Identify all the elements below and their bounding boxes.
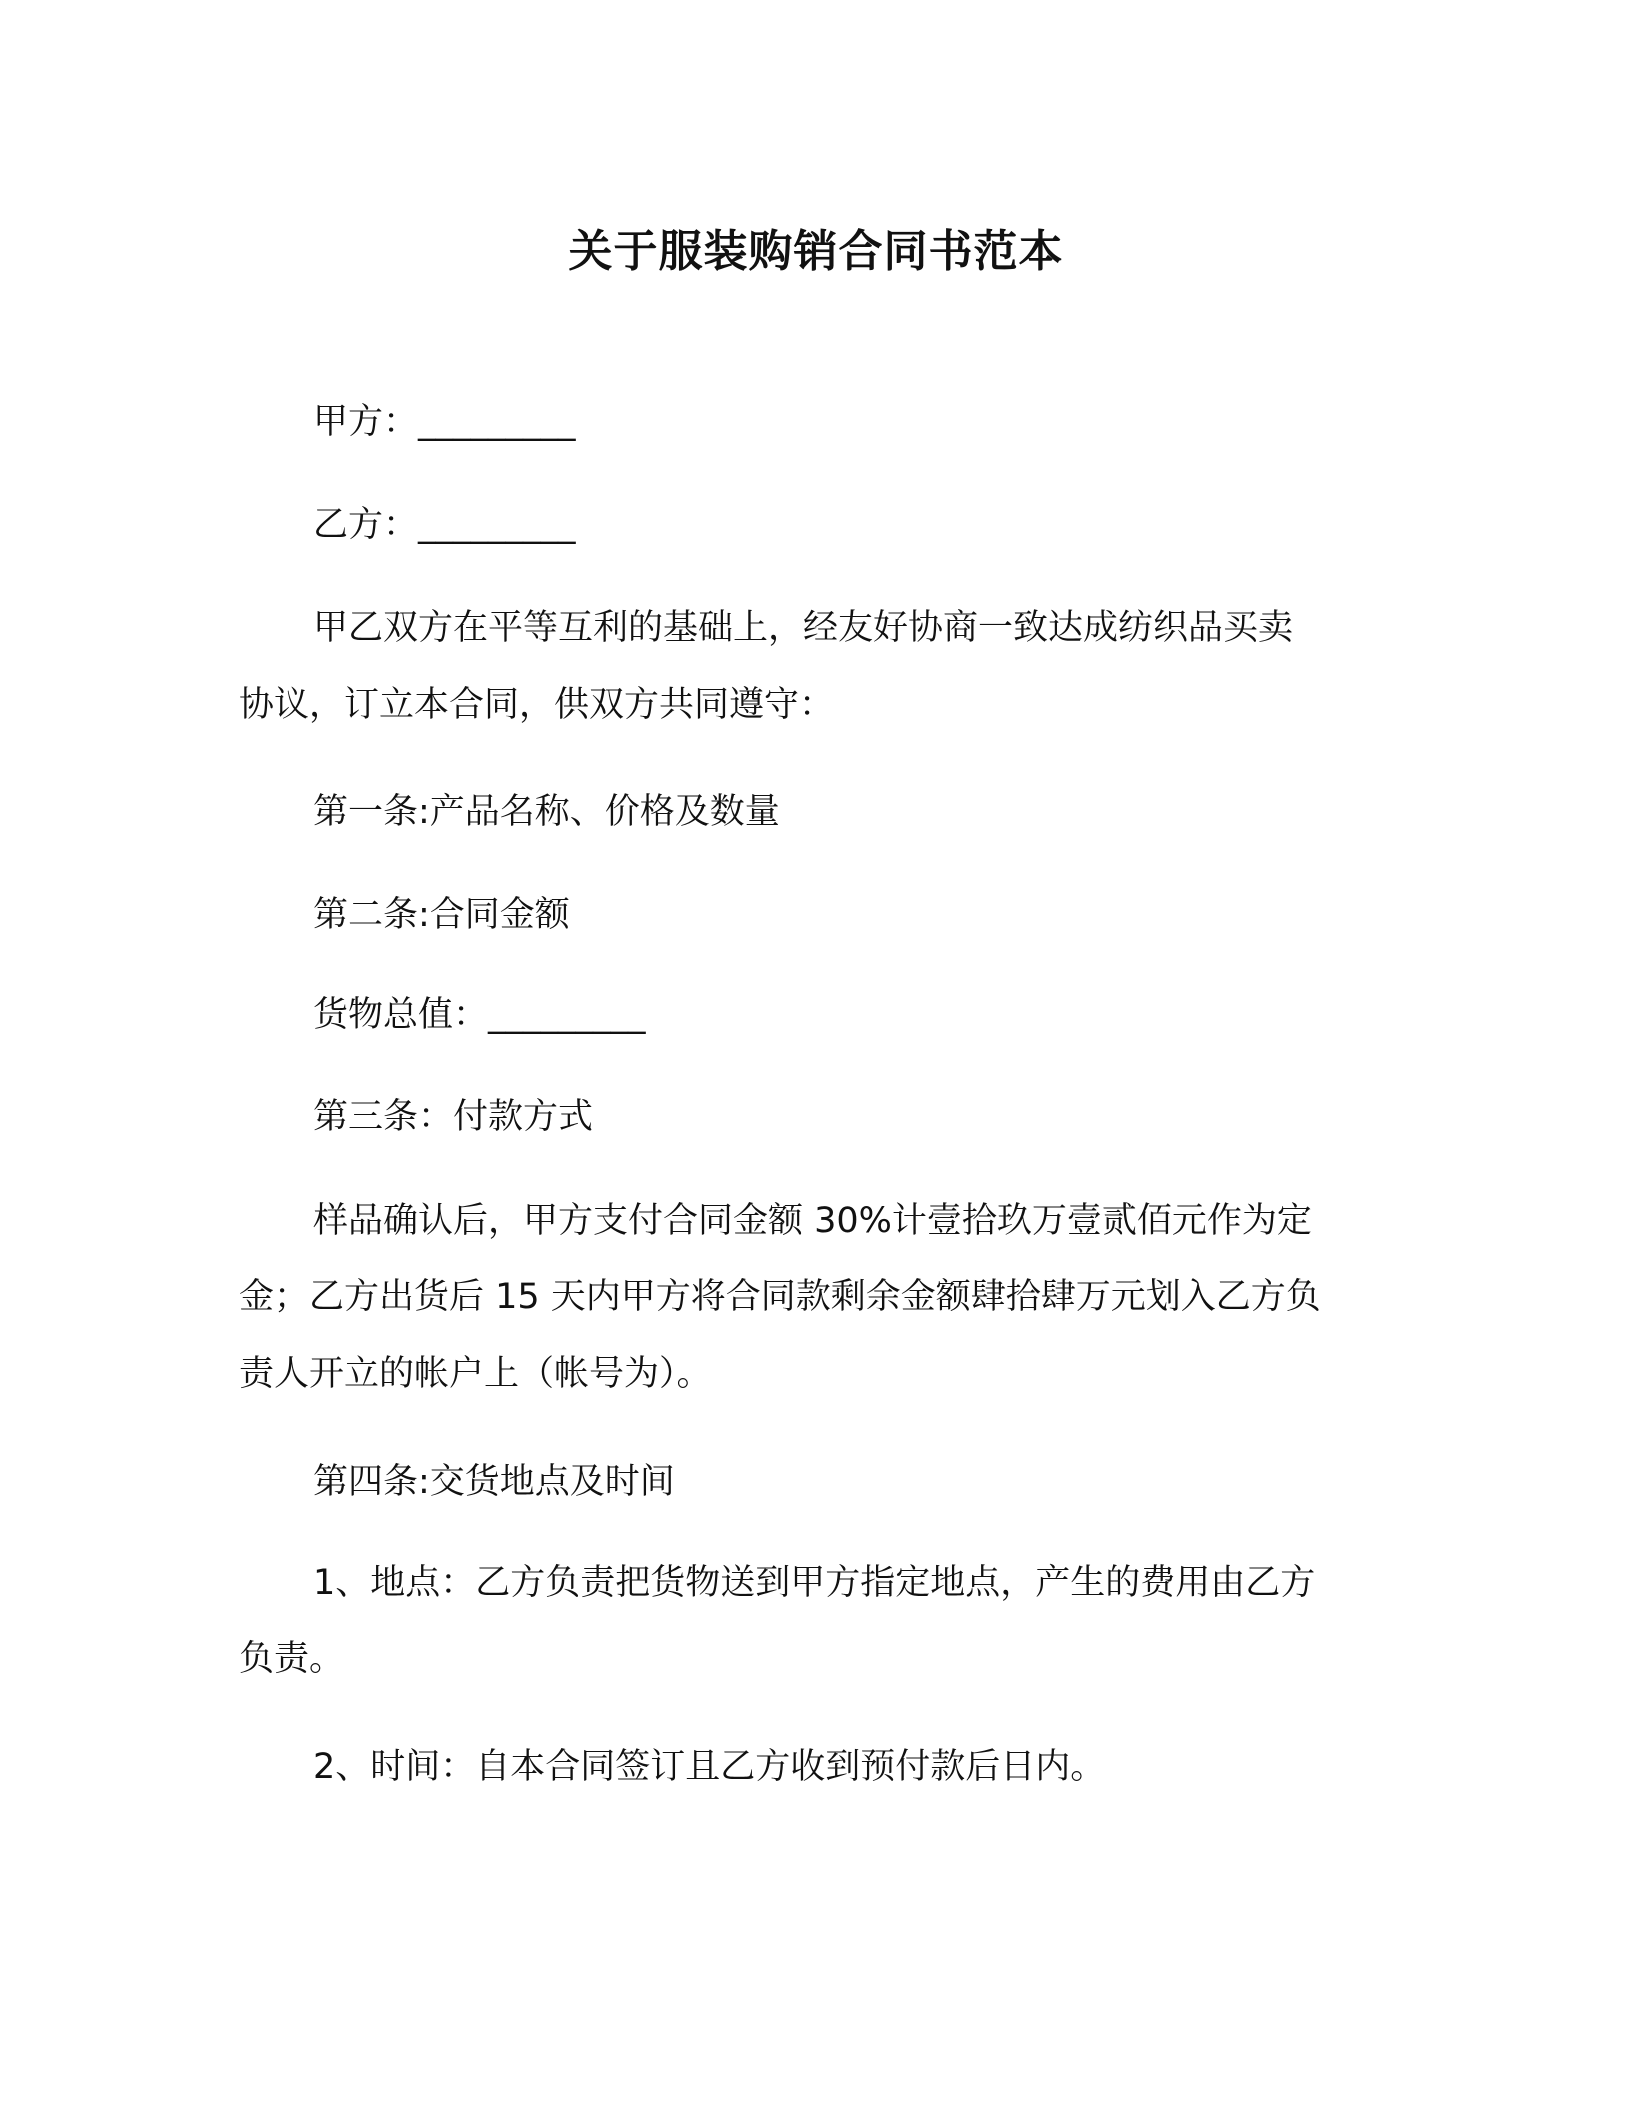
intro-line-2: 协议，订立本合同，供双方共同遵守： [239, 685, 835, 725]
payment-line-1: 样品确认后，甲方支付合同金额 30%计壹拾玖万壹贰佰元作为定 [313, 1201, 1312, 1241]
document-title: 关于服装购销合同书范本 [568, 226, 1064, 277]
total-value-line: 货物总值：_________ [313, 995, 646, 1035]
party-b-line: 乙方：_________ [313, 505, 576, 545]
intro-line-1: 甲乙双方在平等互利的基础上，经友好协商一致达成纺织品买卖 [313, 608, 1294, 648]
article-2-heading: 第二条:合同金额 [313, 895, 570, 935]
delivery-time-line: 2、时间：自本合同签订且乙方收到预付款后日内。 [313, 1747, 1106, 1787]
article-1-heading: 第一条:产品名称、价格及数量 [313, 792, 780, 832]
article-4-heading: 第四条:交货地点及时间 [313, 1462, 675, 1502]
delivery-place-line-2: 负责。 [239, 1639, 345, 1679]
article-3-heading: 第三条：付款方式 [313, 1097, 594, 1137]
delivery-place-line-1: 1、地点：乙方负责把货物送到甲方指定地点，产生的费用由乙方 [313, 1563, 1316, 1603]
payment-line-2: 金；乙方出货后 15 天内甲方将合同款剩余金额肆拾肆万元划入乙方负 [239, 1277, 1321, 1317]
payment-line-3: 责人开立的帐户上（帐号为）。 [239, 1354, 712, 1394]
party-a-line: 甲方：_________ [313, 402, 576, 442]
